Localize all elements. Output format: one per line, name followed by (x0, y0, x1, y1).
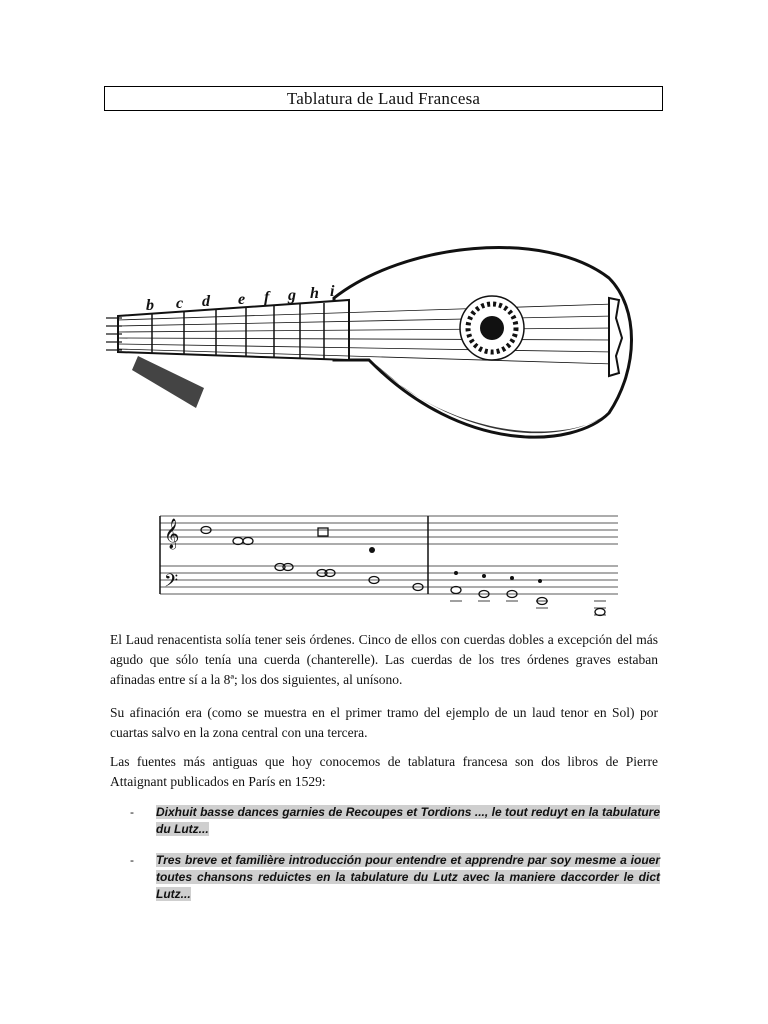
list-dash: - (130, 805, 134, 819)
list-dash: - (130, 853, 134, 867)
notes (201, 527, 605, 616)
list-item (130, 804, 660, 838)
fret-letter: h (310, 285, 319, 302)
treble-staff (160, 516, 618, 544)
page-title-box (104, 86, 663, 111)
lute-rose (460, 296, 524, 360)
paragraph-3: Las fuentes más antiguas que hoy conocemos de tablatura francesa son dos libros de Pierre Attaignant publicados en París en 1529: (110, 754, 658, 789)
list-item (130, 852, 660, 903)
tuning-staff-illustration (150, 500, 630, 620)
bass-staff (160, 566, 618, 594)
source-list (130, 804, 660, 917)
fret-letter: i (330, 283, 335, 300)
paragraph-1: El Laud renacentista solía tener seis órdenes. Cinco de ellos con cuerdas dobles a excepción del más agudo que sólo tenía una cuerda (chanterelle). Las cuerdas de los tres órdenes graves estaban afinadas entre sí a la 8ª; los dos siguientes, al unísono. (110, 632, 658, 687)
lute-pegbox (132, 356, 204, 408)
treble-clef-icon: 𝄞 (164, 519, 180, 549)
lute-illustration (104, 238, 644, 458)
fret-letter: e (238, 291, 246, 308)
fret-letter: b (146, 297, 154, 314)
list-item-text: Tres breve et familière introducción pour entendre et apprendre par soy mesme a iouer toutes chansons reduictes en la tabulature du Lutz avec la maniere daccorder le dict Lutz... (156, 853, 660, 901)
fret-letter: g (288, 287, 296, 304)
paragraph-2: Su afinación era (como se muestra en el primer tramo del ejemplo de un laud tenor en Sol) por cuartas salvo en la zona central con una tercera. (110, 705, 658, 740)
list-item-text: Dixhuit basse dances garnies de Recoupes et Tordions ..., le tout reduyt en la tabulature du Lutz... (156, 805, 660, 836)
bass-clef-icon: 𝄢 (164, 571, 179, 596)
page-title: Tablatura de Laud Francesa (286, 88, 481, 108)
fret-letter: f (264, 289, 270, 306)
fret-letter: d (202, 293, 210, 310)
fret-letter: c (176, 295, 184, 312)
